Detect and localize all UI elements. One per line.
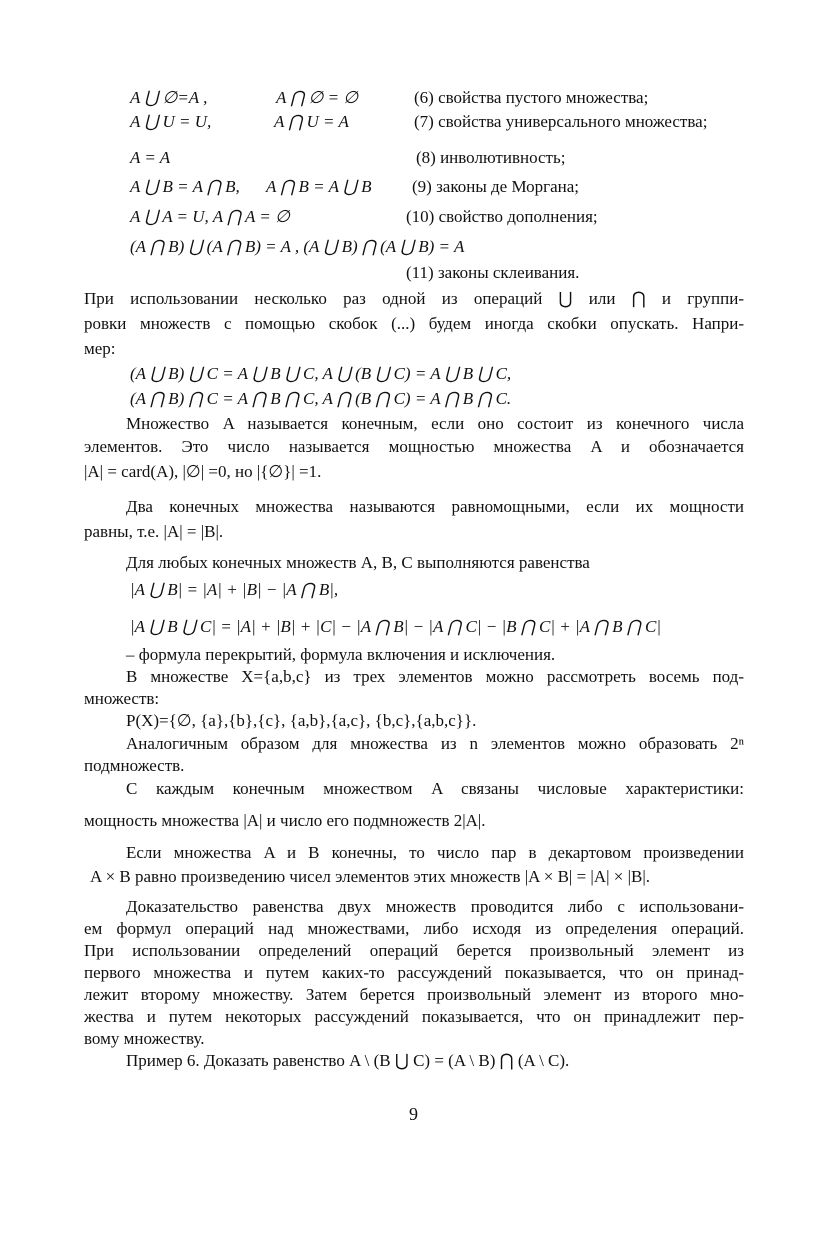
example-intersection: (A ⋂ B) ⋂ C = A ⋂ B ⋂ C, A ⋂ (B ⋂ C) = A ⋂ B ⋂ C. [130, 389, 512, 408]
prop6-intersect-empty: A ⋂ ∅ = ∅ [276, 88, 359, 107]
para7-line1: Аналогичным образом для множества из n элементов можно образовать 2ⁿ [126, 734, 744, 753]
para10-line3: При использовании определений операций берется произвольный элемент из [84, 941, 744, 960]
para1-line3: мер: [84, 339, 116, 358]
para5-line1: – формула перекрытий, формула включения и исключения. [126, 645, 556, 664]
example-union: (A ⋃ B) ⋃ C = A ⋃ B ⋃ C, A ⋃ (B ⋃ C) = A ⋃ B ⋃ C, [130, 364, 512, 383]
prop9-demorgan-2: A ⋂ B = A ⋃ B [266, 177, 372, 196]
para3-line1: Два конечных множества называются равномощными, если их мощности [126, 497, 744, 516]
para1-line2: ровки множеств с помощью скобок (...) будем иногда скобки опускать. Напри- [84, 314, 744, 333]
para10-line7: вому множеству. [84, 1029, 205, 1048]
prop11-label: (11) законы склеивания. [406, 263, 580, 282]
prop7-label: (7) свойства универсального множества; [414, 112, 708, 131]
prop8-label: (8) инволютивность; [416, 148, 566, 167]
para4-line1: Для любых конечных множеств A, B, C выполняются равенства [126, 553, 590, 572]
para6-line3: P(X)={∅, {a},{b},{c}, {a,b},{a,c}, {b,c},{a,b,c}}. [126, 711, 477, 730]
para10-line4: первого множества и путем каких-то рассуждений показывается, что он принад- [84, 963, 744, 982]
prop9-label: (9) законы де Моргана; [412, 177, 580, 196]
formula-three-sets: |A ⋃ B ⋃ C| = |A| + |B| + |C| − |A ⋂ B| − |A ⋂ C| − |B ⋂ C| + |A ⋂ B ⋂ C| [130, 617, 662, 636]
prop7-union-universal: A ⋃ U = U, [130, 112, 212, 131]
prop7-intersect-universal: A ⋂ U = A [274, 112, 349, 131]
prop8-involution: A = A [130, 148, 171, 167]
para1-line1: При использовании несколько раз одной из операций ⋃ или ⋂ и группи- [84, 289, 744, 308]
para2-line1: Множество A называется конечным, если оно состоит из конечного числа [126, 414, 744, 433]
page-number: 9 [409, 1104, 418, 1124]
prop10-label: (10) свойство дополнения; [406, 207, 598, 226]
para10-line1: Доказательство равенства двух множеств проводится либо с использовани- [126, 897, 744, 916]
para3-line2: равны, т.е. |A| = |B|. [84, 522, 224, 541]
para8-line2: мощность множества |A| и число его подмножеств 2|A|. [84, 811, 486, 830]
para10-line2: ем формул операций над множествами, либо исходя из определения операций. [84, 919, 744, 938]
para2-line3: |A| = card(A), |∅| =0, но |{∅}| =1. [84, 462, 322, 481]
para9-line2: A × B равно произведению чисел элементов этих множеств |A × B| = |A| × |B|. [90, 867, 650, 886]
prop11-absorption: (A ⋂ B) ⋃ (A ⋂ B) = A , (A ⋃ B) ⋂ (A ⋃ B) = A [130, 237, 465, 256]
para2-line2: элементов. Это число называется мощностью множества A и обозначается [84, 437, 744, 456]
para6-line1: В множестве X={a,b,c} из трех элементов можно рассмотреть восемь под- [126, 667, 744, 686]
prop6-label: (6) свойства пустого множества; [414, 88, 649, 107]
prop9-demorgan-1: A ⋃ B = A ⋂ B, [130, 177, 240, 196]
para7-line2: подмножеств. [84, 756, 185, 775]
para8-line1: С каждым конечным множеством A связаны числовые характеристики: [126, 779, 744, 798]
prop6-union-empty: A ⋃ ∅=A , [130, 88, 208, 107]
para10-line5: лежит второму множеству. Затем берется произвольный элемент из второго мно- [84, 985, 744, 1004]
example6-line: Пример 6. Доказать равенство A \ (B ⋃ C) = (A \ B) ⋂ (A \ C). [126, 1051, 570, 1070]
para6-line2: множеств: [84, 689, 160, 708]
prop10-complement: A ⋃ A = U, A ⋂ A = ∅ [130, 207, 290, 226]
para10-line6: жества и путем некоторых рассуждений показывается, что он принадлежит пер- [84, 1007, 744, 1026]
para9-line1: Если множества A и B конечны, то число пар в декартовом произведении [126, 843, 744, 862]
formula-two-sets: |A ⋃ B| = |A| + |B| − |A ⋂ B|, [130, 580, 339, 599]
